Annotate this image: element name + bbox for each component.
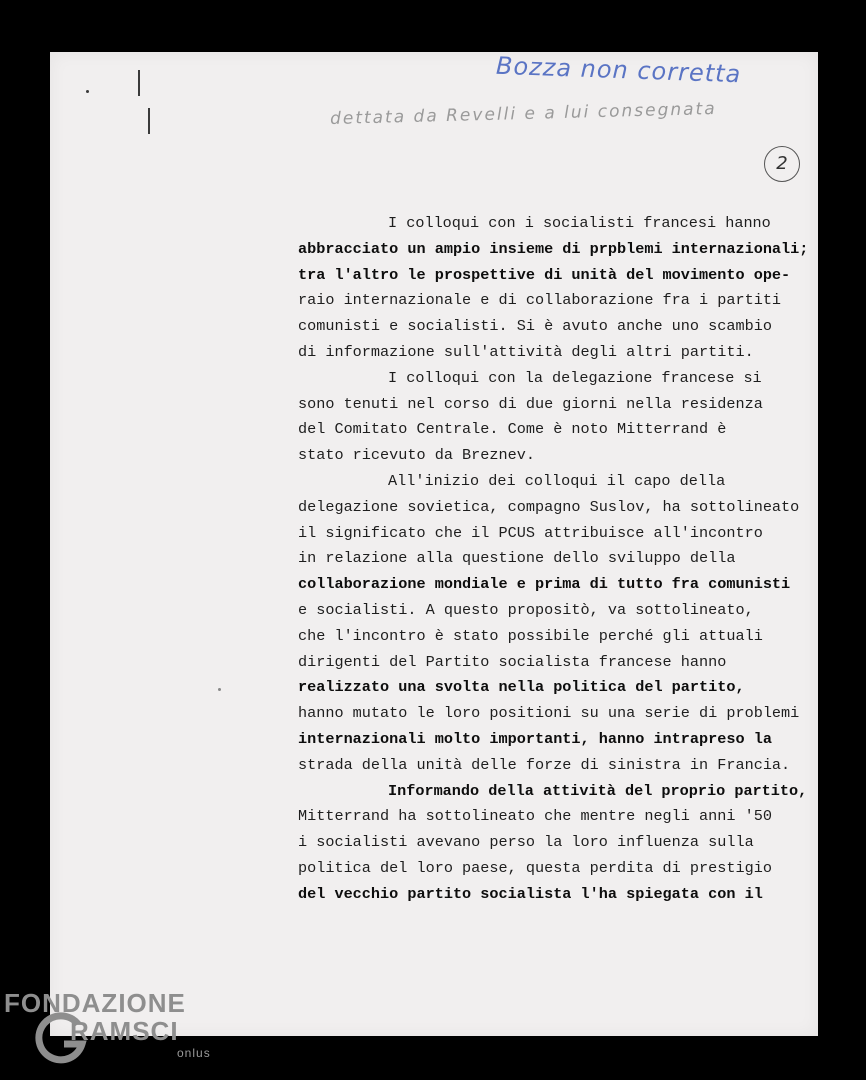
text-line: il significato che il PCUS attribuisce all'incontro — [298, 523, 763, 542]
paper-speck — [86, 90, 89, 93]
text-line: All'inizio dei colloqui il capo della — [388, 471, 726, 490]
text-line: i socialisti avevano perso la loro influenza sulla — [298, 833, 754, 852]
watermark-line1: FONDAZIONE — [4, 988, 186, 1018]
text-line: tra l'altro le prospettive di unità del movimento ope- — [298, 265, 791, 284]
text-line: politica del loro paese, questa perdita di prestigio — [298, 858, 772, 877]
text-line: abbracciato un ampio insieme di prpblemi internazionali; — [298, 239, 809, 258]
text-line: collaborazione mondiale e prima di tutto fra comunisti — [298, 575, 791, 594]
text-line: stato ricevuto da Breznev. — [298, 446, 535, 465]
handwritten-note: dettata da Revelli e a lui consegnata — [329, 98, 717, 130]
text-line: di informazione sull'attività degli altri partiti. — [298, 342, 754, 361]
text-line: Informando della attività del proprio partito, — [388, 781, 808, 800]
text-line: in relazione alla questione dello sviluppo della — [298, 549, 736, 568]
text-line: e socialisti. A questo propositò, va sottolineato, — [298, 600, 754, 619]
paper-speck — [218, 688, 221, 691]
watermark-line2: RAMSCI — [70, 1016, 179, 1046]
staple-mark — [148, 108, 150, 134]
text-line: internazionali molto importanti, hanno intrapreso la — [298, 729, 772, 748]
text-line: che l'incontro è stato possibile perché gli attuali — [298, 626, 763, 645]
text-line: delegazione sovietica, compagno Suslov, ha sottolineato — [298, 497, 800, 516]
page-number: 2 — [764, 146, 800, 182]
handwritten-title: Bozza non corretta — [495, 51, 742, 89]
text-line: I colloqui con i socialisti francesi hanno — [388, 214, 771, 232]
watermark-line3: onlus — [177, 1046, 211, 1060]
text-line: dirigenti del Partito socialista francese hanno — [298, 652, 727, 671]
text-line: realizzato una svolta nella politica del partito, — [298, 678, 745, 697]
text-line: del Comitato Centrale. Come è noto Mitterrand è — [298, 420, 727, 439]
text-line: Mitterrand ha sottolineato che mentre negli anni '50 — [298, 807, 772, 826]
typewritten-text — [298, 211, 818, 908]
text-line: del vecchio partito socialista l'ha spiegata con il — [298, 884, 763, 903]
text-line: strada della unità delle forze di sinistra in Francia. — [298, 755, 791, 774]
text-line: sono tenuti nel corso di due giorni nella residenza — [298, 394, 763, 413]
staple-mark — [138, 70, 140, 96]
text-line: hanno mutato le loro positioni su una serie di problemi — [298, 704, 800, 723]
text-line: raio internazionale e di collaborazione fra i partiti — [298, 291, 782, 310]
text-line: I colloqui con la delegazione francese si — [388, 368, 762, 387]
text-line: comunisti e socialisti. Si è avuto anche uno scambio — [298, 317, 772, 336]
